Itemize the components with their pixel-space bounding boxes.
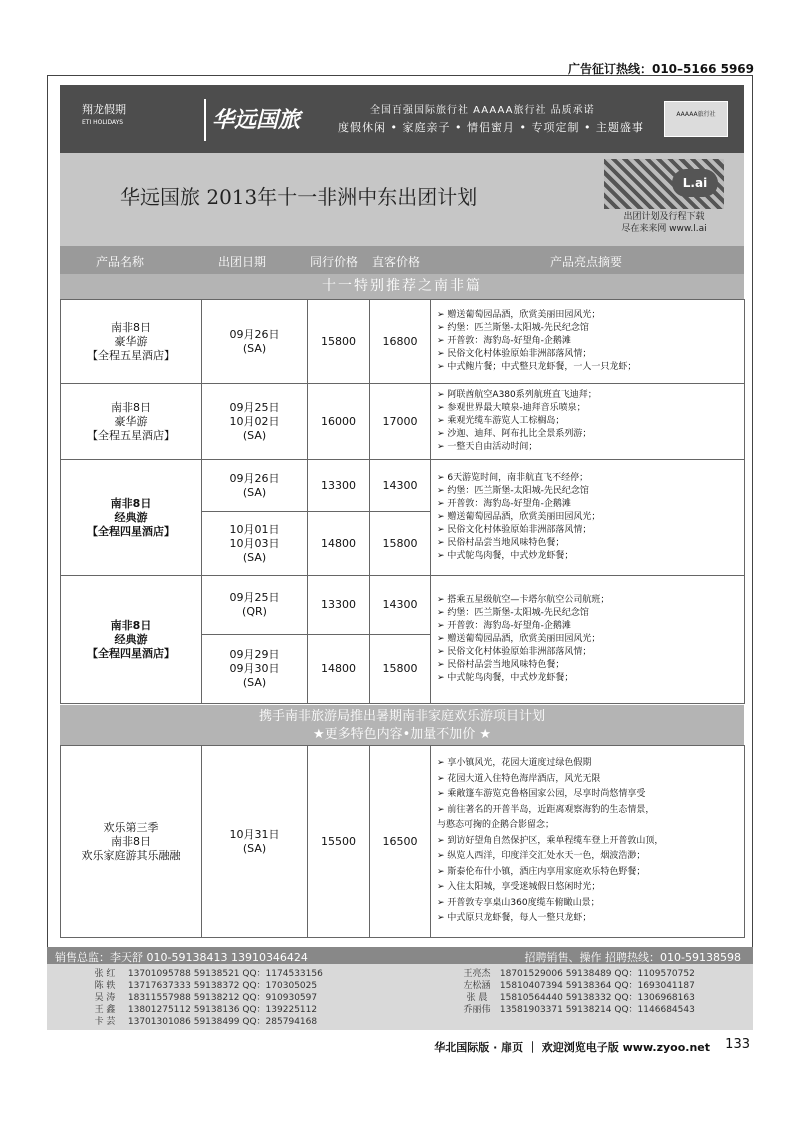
date-line: 10月31日 [229,827,280,841]
contacts-right [457,968,695,1016]
highlight-item: ➢ 赠送葡萄园品酒，欣赏美丽田园风光； [437,511,744,524]
product-line: 经典游 [114,632,148,646]
date-line: 09月25日 [229,400,280,414]
contact-name: 陈 轶 [94,981,116,991]
product-cell [61,384,202,460]
contacts-left [85,968,323,1028]
date-line: (SA) [242,428,267,442]
slogan-line-1: 全国百强国际旅行社 AAAAA旅行社 品质承诺 [370,105,595,116]
peer-price-cell: 16000 [308,384,370,460]
highlight-item: ➢ 花园大道入住特色海岸酒店，风光无限 [437,772,744,788]
family-tour-line-2: ★更多特色内容•加量不加价 ★ [312,727,492,742]
direct-price-cell: 14300 [370,460,431,512]
slogan-line-2: 度假休闲 • 家庭亲子 • 情侣蜜月 • 专项定制 • 主题盛事 [338,121,644,134]
date-cell [202,300,308,384]
highlight-item: ➢ 沙迦、迪拜、阿布扎比全景系列游； [437,428,744,441]
highlight-item: ➢ 到访好望角自然保护区，乘单程缆车登上开普敦山顶， [437,834,744,850]
contact-row [457,968,695,980]
lai-promo-graphic [604,159,724,209]
title-bar [60,153,744,246]
date-line: (SA) [242,485,267,499]
contact-phone: 18701529006 59138489 QQ：1109570752 [499,969,695,979]
column-header-row [60,246,744,274]
aaaaa-badge: AAAAA旅行社 [664,101,728,137]
highlight-item: ➢ 搭乘五星级航空—卡塔尔航空公司航班； [437,594,744,607]
highlight-item: ➢ 民俗文化村体验原始非洲部落风情； [437,646,744,659]
highlight-item: ➢ 6天游览时间，南非航直飞不经停； [437,472,744,485]
table-row [61,460,745,512]
ad-hotline: 广告征订热线：010–5166 5969 [567,62,754,76]
date-line: 09月30日 [229,662,280,675]
page-footer [0,1037,800,1055]
date-line: (SA) [242,841,267,855]
highlight-item: ➢ 约堡：匹兰斯堡-太阳城-先民纪念馆 [437,485,744,498]
section-family-tour [60,705,744,745]
highlight-item: ➢ 约堡：匹兰斯堡-太阳城-先民纪念馆 [437,607,744,620]
direct-price-cell: 17000 [370,384,431,460]
date-line: 09月29日 [229,648,280,661]
highlight-item: ➢ 入住太阳城，享受迷城假日悠闲时光； [437,880,744,896]
table-row [61,300,745,384]
highlight-item: ➢ 享小镇风光，花园大道度过绿色假期 [437,756,744,772]
product-line: 豪华游 [114,334,148,348]
highlights-cell [431,576,745,704]
table-row [61,576,745,635]
peer-price-cell: 13300 [308,576,370,635]
itinerary-table-1 [60,299,745,704]
contact-phone: 15810407394 59138364 QQ：1693041187 [499,981,695,991]
product-line: 【全程五星酒店】 [87,428,175,442]
contacts-panel [47,964,753,1030]
highlight-item: ➢ 民俗文化村体验原始非洲部落风情； [437,524,744,537]
product-line: 经典游 [114,510,148,524]
contact-name: 乔丽伟 [463,1005,491,1015]
highlights-cell [431,384,745,460]
contact-row [457,980,695,992]
date-line: (SA) [242,550,267,564]
highlights-cell [431,746,745,938]
highlight-item: ➢ 开普敦：海豹岛-好望角-企鹅滩 [437,620,744,633]
date-line: 09月25日 [229,591,280,604]
highlight-item: ➢ 开普敦：海豹岛-好望角-企鹅滩 [437,335,744,348]
sales-bar [47,947,753,964]
peer-price-cell: 13300 [308,460,370,512]
highlight-item: ➢ 纵览人西洋，印度洋交汇处水天一色，烟波浩渺； [437,849,744,865]
product-line: 【全程四星酒店】 [87,646,175,660]
product-cell [61,300,202,384]
sales-director: 销售总监：李天舒 010-59138413 13910346424 [55,951,308,964]
product-line: 南非8日 [111,400,151,414]
contact-row [85,992,323,1004]
contact-phone: 13801275112 59138136 QQ：139225112 [127,1005,318,1015]
contact-name: 王亮杰 [463,969,491,979]
product-line: 【全程五星酒店】 [87,348,175,362]
product-line: 欢乐家庭游其乐融融 [81,848,181,862]
date-cell [202,635,308,704]
table-row [61,384,745,460]
contact-row [457,1004,695,1016]
page-number: 133 [725,1037,750,1052]
highlight-item: ➢ 斯泰伦布什小镇，酒庄内享用家庭欢乐特色野餐； [437,865,744,881]
direct-price-cell: 16800 [370,300,431,384]
download-note-line-2: 尽在来来网 www.l.ai [621,224,707,234]
highlight-item: ➢ 赠送葡萄园品酒，欣赏美丽田园风光； [437,633,744,646]
peer-price-cell: 14800 [308,512,370,576]
page-title: 华远国旅 2013年十一非洲中东出团计划 [120,185,478,209]
highlight-item: ➢ 中式原只龙虾餐，每人一整只龙虾； [437,911,744,927]
date-line: 10月03日 [229,536,280,550]
highlights-cell [431,300,745,384]
peer-price-cell: 14800 [308,635,370,704]
date-line: 10月02日 [229,414,280,428]
contact-phone: 13717637333 59138372 QQ：170305025 [127,981,318,991]
footer-text: 华北国际版 · 扉页 ｜ 欢迎浏览电子版 www.zyoo.net [434,1041,710,1054]
product-line: 南非8日 [111,834,151,848]
product-line: 南非8日 [110,496,152,510]
product-line: 欢乐第三季 [103,820,159,834]
contact-row [85,1004,323,1016]
peer-price-cell: 15500 [308,746,370,938]
contact-name: 左松涵 [463,981,491,991]
date-cell [202,512,308,576]
col-direct-price: 直客价格 [372,255,421,269]
contact-phone: 15810564440 59138332 QQ：1306968163 [499,993,695,1003]
highlight-item: ➢ 约堡：匹兰斯堡-太阳城-先民纪念馆 [437,322,744,335]
product-cell [61,460,202,576]
product-line: 【全程四星酒店】 [87,524,175,538]
highlight-item: ➢ 民俗村品尝当地风味特色餐； [437,537,744,550]
highlight-item: ➢ 中式鲍片餐；中式整只龙虾餐，一人一只龙虾； [437,361,744,374]
contact-phone: 13701301086 59138499 QQ：285794168 [127,1017,318,1027]
col-peer-price: 同行价格 [310,255,359,269]
highlights-cell [431,460,745,576]
highlight-item: ➢ 开普敦专享桌山360度缆车俯瞰山景； [437,896,744,912]
logo-en: ETI HOLIDAYS [82,119,124,126]
highlight-item: ➢ 乘观光缆车游览人工棕榈岛； [437,415,744,428]
eti-logo [82,103,192,129]
date-line: (SA) [242,341,267,355]
highlight-item: ➢ 乘敞篷车游览克鲁格国家公园，尽享时尚悠情享受 [437,787,744,803]
contact-row [85,968,323,980]
date-line: (QR) [242,605,267,618]
contact-row [85,980,323,992]
highlight-item: ➢ 民俗文化村体验原始非洲部落风情； [437,348,744,361]
highlight-item: 与憨态可掬的企鹅合影留念； [437,820,555,831]
col-date: 出团日期 [218,255,267,269]
contact-phone: 13701095788 59138521 QQ：1174533156 [127,969,323,979]
recruit-hotline: 招聘销售、操作 招聘热线：010-59138598 [524,951,741,964]
download-note [604,211,724,235]
col-product: 产品名称 [96,255,145,269]
contact-row [457,992,695,1004]
highlight-item: ➢ 中式鸵鸟肉餐，中式炒龙虾餐； [437,550,744,563]
highlight-item: ➢ 赠送葡萄园品酒，欣赏美丽田园风光； [437,309,744,322]
direct-price-cell: 14300 [370,576,431,635]
col-highlights: 产品亮点摘要 [550,255,623,269]
date-line: (SA) [242,676,267,689]
highlight-item: ➢ 中式鸵鸟肉餐，中式炒龙虾餐； [437,672,744,685]
date-line: 09月26日 [229,471,280,485]
download-note-line-1: 出团计划及行程下载 [623,212,705,222]
logo-divider [204,99,206,141]
direct-price-cell: 15800 [370,635,431,704]
contact-name: 张 晨 [466,993,488,1003]
table-row [61,746,745,938]
date-line: 10月01日 [229,522,280,536]
contact-name: 卡 芸 [94,1017,116,1027]
itinerary-table-2 [60,745,745,938]
product-line: 豪华游 [114,414,148,428]
contact-row [85,1016,323,1028]
peer-price-cell: 15800 [308,300,370,384]
direct-price-cell: 15800 [370,512,431,576]
date-cell [202,576,308,635]
contact-phone: 13581903371 59138214 QQ：1146684543 [499,1005,695,1015]
direct-price-cell: 16500 [370,746,431,938]
highlight-item: ➢ 民俗村品尝当地风味特色餐； [437,659,744,672]
contact-name: 王 鑫 [94,1005,116,1015]
lai-logo: L.ai [672,169,718,197]
contact-name: 吴 涛 [94,993,116,1003]
highlight-item: ➢ 开普敦：海豹岛-好望角-企鹅滩 [437,498,744,511]
date-cell [202,746,308,938]
date-line: 09月26日 [229,327,280,341]
header-banner [60,85,744,153]
product-line: 南非8日 [111,320,151,334]
family-tour-line-1: 携手南非旅游局推出暑期南非家庭欢乐游项目计划 [258,709,545,724]
highlight-item: ➢ 一整天自由活动时间； [437,441,744,454]
section-south-africa: 十一特别推荐之南非篇 [60,274,744,299]
product-cell [61,746,202,938]
logo-cn: 翔龙假期 [82,103,126,116]
date-cell [202,460,308,512]
contact-name: 张 红 [94,969,116,979]
brand-name: 华远国旅 [212,108,301,133]
highlight-item: ➢ 阿联酋航空A380系列航班直飞迪拜； [437,389,744,402]
product-line: 南非8日 [110,618,152,632]
contact-phone: 18311557988 59138212 QQ：910930597 [127,993,318,1003]
highlight-item: ➢ 参观世界最大喷泉-迪拜音乐喷泉； [437,402,744,415]
date-cell [202,384,308,460]
product-cell [61,576,202,704]
highlight-item: ➢ 前往著名的开普半岛，近距离观察海豹的生态情景， [437,803,744,819]
